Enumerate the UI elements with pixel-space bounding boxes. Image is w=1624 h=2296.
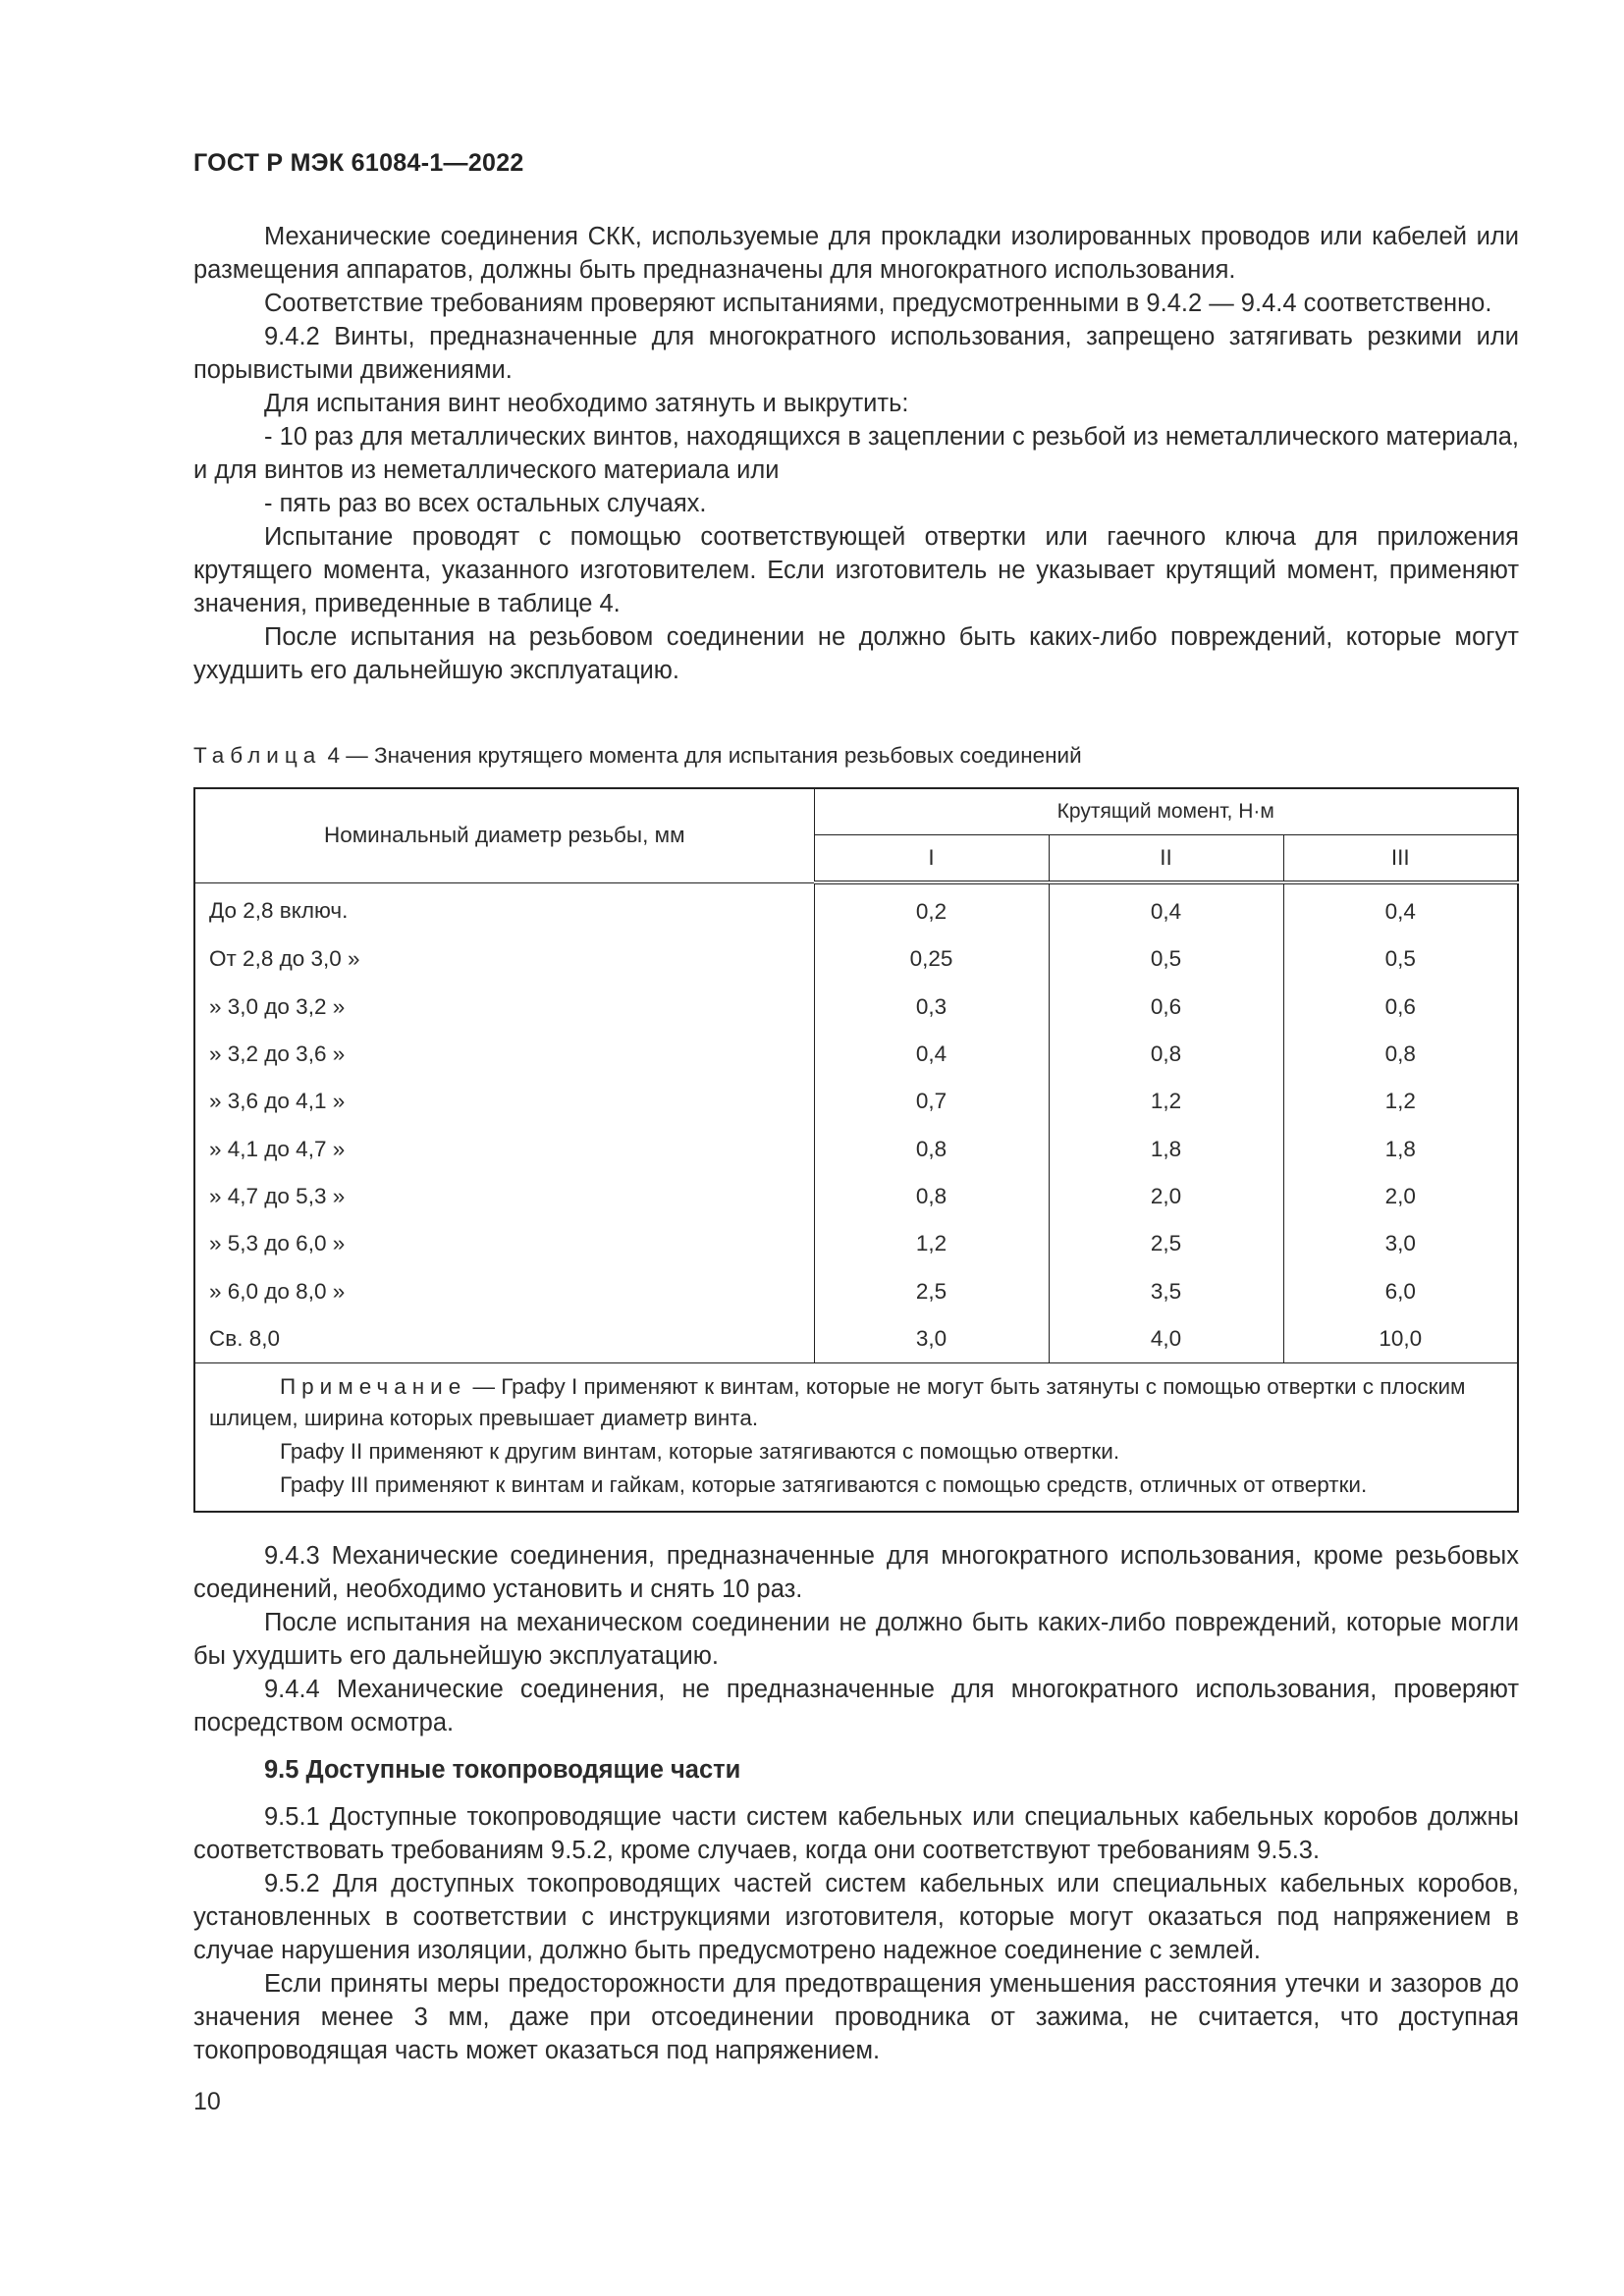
paragraph: 9.5.1 Доступные токопроводящие части систем кабельных или специальных кабельных коробов должны соответствовать требованиям 9.5.2, кроме случаев, когда они соответствуют требованиям 9.5.3. [193,1803,1519,1864]
header-col-iii: III [1283,835,1518,883]
row-diameter: » 4,7 до 5,3 » [194,1173,814,1220]
cell-value: 0,5 [1283,935,1518,983]
section-heading: 9.5 Доступные токопроводящие части [264,1756,741,1784]
page-number: 10 [193,2088,221,2115]
paragraph: 9.5.2 Для доступных токопроводящих частей систем кабельных или специальных кабельных коробов, установленных в соответствии с инструкциями изготовителя, которые могут оказаться под напряжением в случае нарушения изоляции, должно быть предусмотрено надежное соединение с землей. [193,1870,1519,1964]
paragraph: 9.4.2 Винты, предназначенные для многократного использования, запрещено затягивать резкими или порывистыми движениями. [193,323,1519,384]
cell-value: 1,8 [1283,1125,1518,1172]
note-line [209,1371,1503,1434]
header-diameter: Номинальный диаметр резьбы, мм [194,788,814,882]
note-line: Графу II применяют к другим винтам, которые затягиваются с помощью отвертки. [280,1438,1120,1464]
cell-value: 6,0 [1283,1267,1518,1314]
row-diameter: От 2,8 до 3,0 » [194,935,814,983]
table-row [194,1031,1518,1078]
paragraph: Если приняты меры предосторожности для предотвращения уменьшения расстояния утечки и зазоров до значения менее 3 мм, даже при отсоединении проводника от зажима, не считается, что доступная токопроводящая часть может оказаться под напряжением. [193,1970,1519,2064]
cell-value: 3,0 [1283,1220,1518,1267]
list-item: - 10 раз для металлических винтов, находящихся в зацеплении с резьбой из неметаллического материала, и для винтов из неметаллического материала или [193,423,1519,484]
cell-value: 2,5 [814,1267,1049,1314]
table-note-row [194,1362,1518,1512]
row-diameter: » 5,3 до 6,0 » [194,1220,814,1267]
row-diameter: Св. 8,0 [194,1315,814,1363]
cell-value: 0,8 [814,1173,1049,1220]
table-row [194,1267,1518,1314]
header-col-i: I [814,835,1049,883]
paragraph: 9.4.4 Механические соединения, не предназначенные для многократного использования, проверяют посредством осмотра. [193,1676,1519,1736]
row-diameter: » 3,2 до 3,6 » [194,1031,814,1078]
cell-value: 0,7 [814,1078,1049,1125]
cell-value: 0,6 [1049,984,1283,1031]
table-row [194,984,1518,1031]
cell-value: 0,4 [814,1031,1049,1078]
cell-value: 10,0 [1283,1315,1518,1363]
paragraph: Механические соединения СКК, используемые для прокладки изолированных проводов или кабелей или размещения аппаратов, должны быть предназначены для многократного использования. [193,223,1519,284]
cell-value: 0,3 [814,984,1049,1031]
paragraph: После испытания на механическом соединении не должно быть каких-либо повреждений, которые могли бы ухудшить его дальнейшую эксплуатацию. [193,1609,1519,1670]
cell-value: 0,4 [1283,882,1518,935]
cell-value: 2,0 [1049,1173,1283,1220]
torque-table [193,787,1519,1513]
table-row [194,1125,1518,1172]
table-row [194,935,1518,983]
header-torque: Крутящий момент, Н·м [814,788,1518,835]
cell-value: 0,2 [814,882,1049,935]
row-diameter: » 3,0 до 3,2 » [194,984,814,1031]
text-block-bottom [193,1539,1519,2067]
table-caption-word: Таблица [193,743,322,768]
table-row [194,1315,1518,1363]
paragraph: Соответствие требованиям проверяют испытаниями, предусмотренными в 9.4.2 — 9.4.4 соответственно. [264,290,1492,317]
paragraph: Испытание проводят с помощью соответствующей отвертки или гаечного ключа для приложения крутящего момента, указанного изготовителем. Если изготовитель не указывает крутящий момент, применяют значения, приведенные в таблице 4. [193,523,1519,617]
list-item: - пять раз во всех остальных случаях. [264,490,707,517]
cell-value: 1,8 [1049,1125,1283,1172]
cell-value: 1,2 [1283,1078,1518,1125]
cell-value: 1,2 [1049,1078,1283,1125]
cell-value: 0,4 [1049,882,1283,935]
table-row [194,1078,1518,1125]
cell-value: 0,5 [1049,935,1283,983]
cell-value: 1,2 [814,1220,1049,1267]
paragraph: После испытания на резьбовом соединении не должно быть каких-либо повреждений, которые могут ухудшить его дальнейшую эксплуатацию. [193,623,1519,684]
cell-value: 0,25 [814,935,1049,983]
paragraph: Для испытания винт необходимо затянуть и выкрутить: [264,390,909,417]
cell-value: 0,6 [1283,984,1518,1031]
table-note [194,1362,1518,1512]
row-diameter: » 4,1 до 4,7 » [194,1125,814,1172]
cell-value: 3,0 [814,1315,1049,1363]
document-header: ГОСТ Р МЭК 61084-1—2022 [193,149,524,177]
cell-value: 0,8 [814,1125,1049,1172]
note-line: Графу III применяют к винтам и гайкам, которые затягиваются с помощью средств, отличных от отвертки. [280,1471,1368,1497]
cell-value: 2,5 [1049,1220,1283,1267]
table-row [194,1173,1518,1220]
note-text: — Графу I применяют к винтам, которые не могут быть затянуты с помощью отвертки с плоским шлицем, ширина которых превышает диаметр винта. [209,1373,1466,1430]
table-caption-text: 4 — Значения крутящего момента для испытания резьбовых соединений [321,743,1082,768]
table-row [194,1220,1518,1267]
cell-value: 4,0 [1049,1315,1283,1363]
row-diameter: » 6,0 до 8,0 » [194,1267,814,1314]
row-diameter: » 3,6 до 4,1 » [194,1078,814,1125]
row-diameter: До 2,8 включ. [194,882,814,935]
table-caption [193,743,1082,769]
cell-value: 0,8 [1049,1031,1283,1078]
table-row [194,882,1518,935]
cell-value: 0,8 [1283,1031,1518,1078]
cell-value: 2,0 [1283,1173,1518,1220]
paragraph: 9.4.3 Механические соединения, предназначенные для многократного использования, кроме резьбовых соединений, необходимо установить и снять 10 раз. [193,1542,1519,1603]
text-block-top [193,220,1519,687]
cell-value: 3,5 [1049,1267,1283,1314]
header-col-ii: II [1049,835,1283,883]
note-word: Примечание [280,1373,467,1399]
